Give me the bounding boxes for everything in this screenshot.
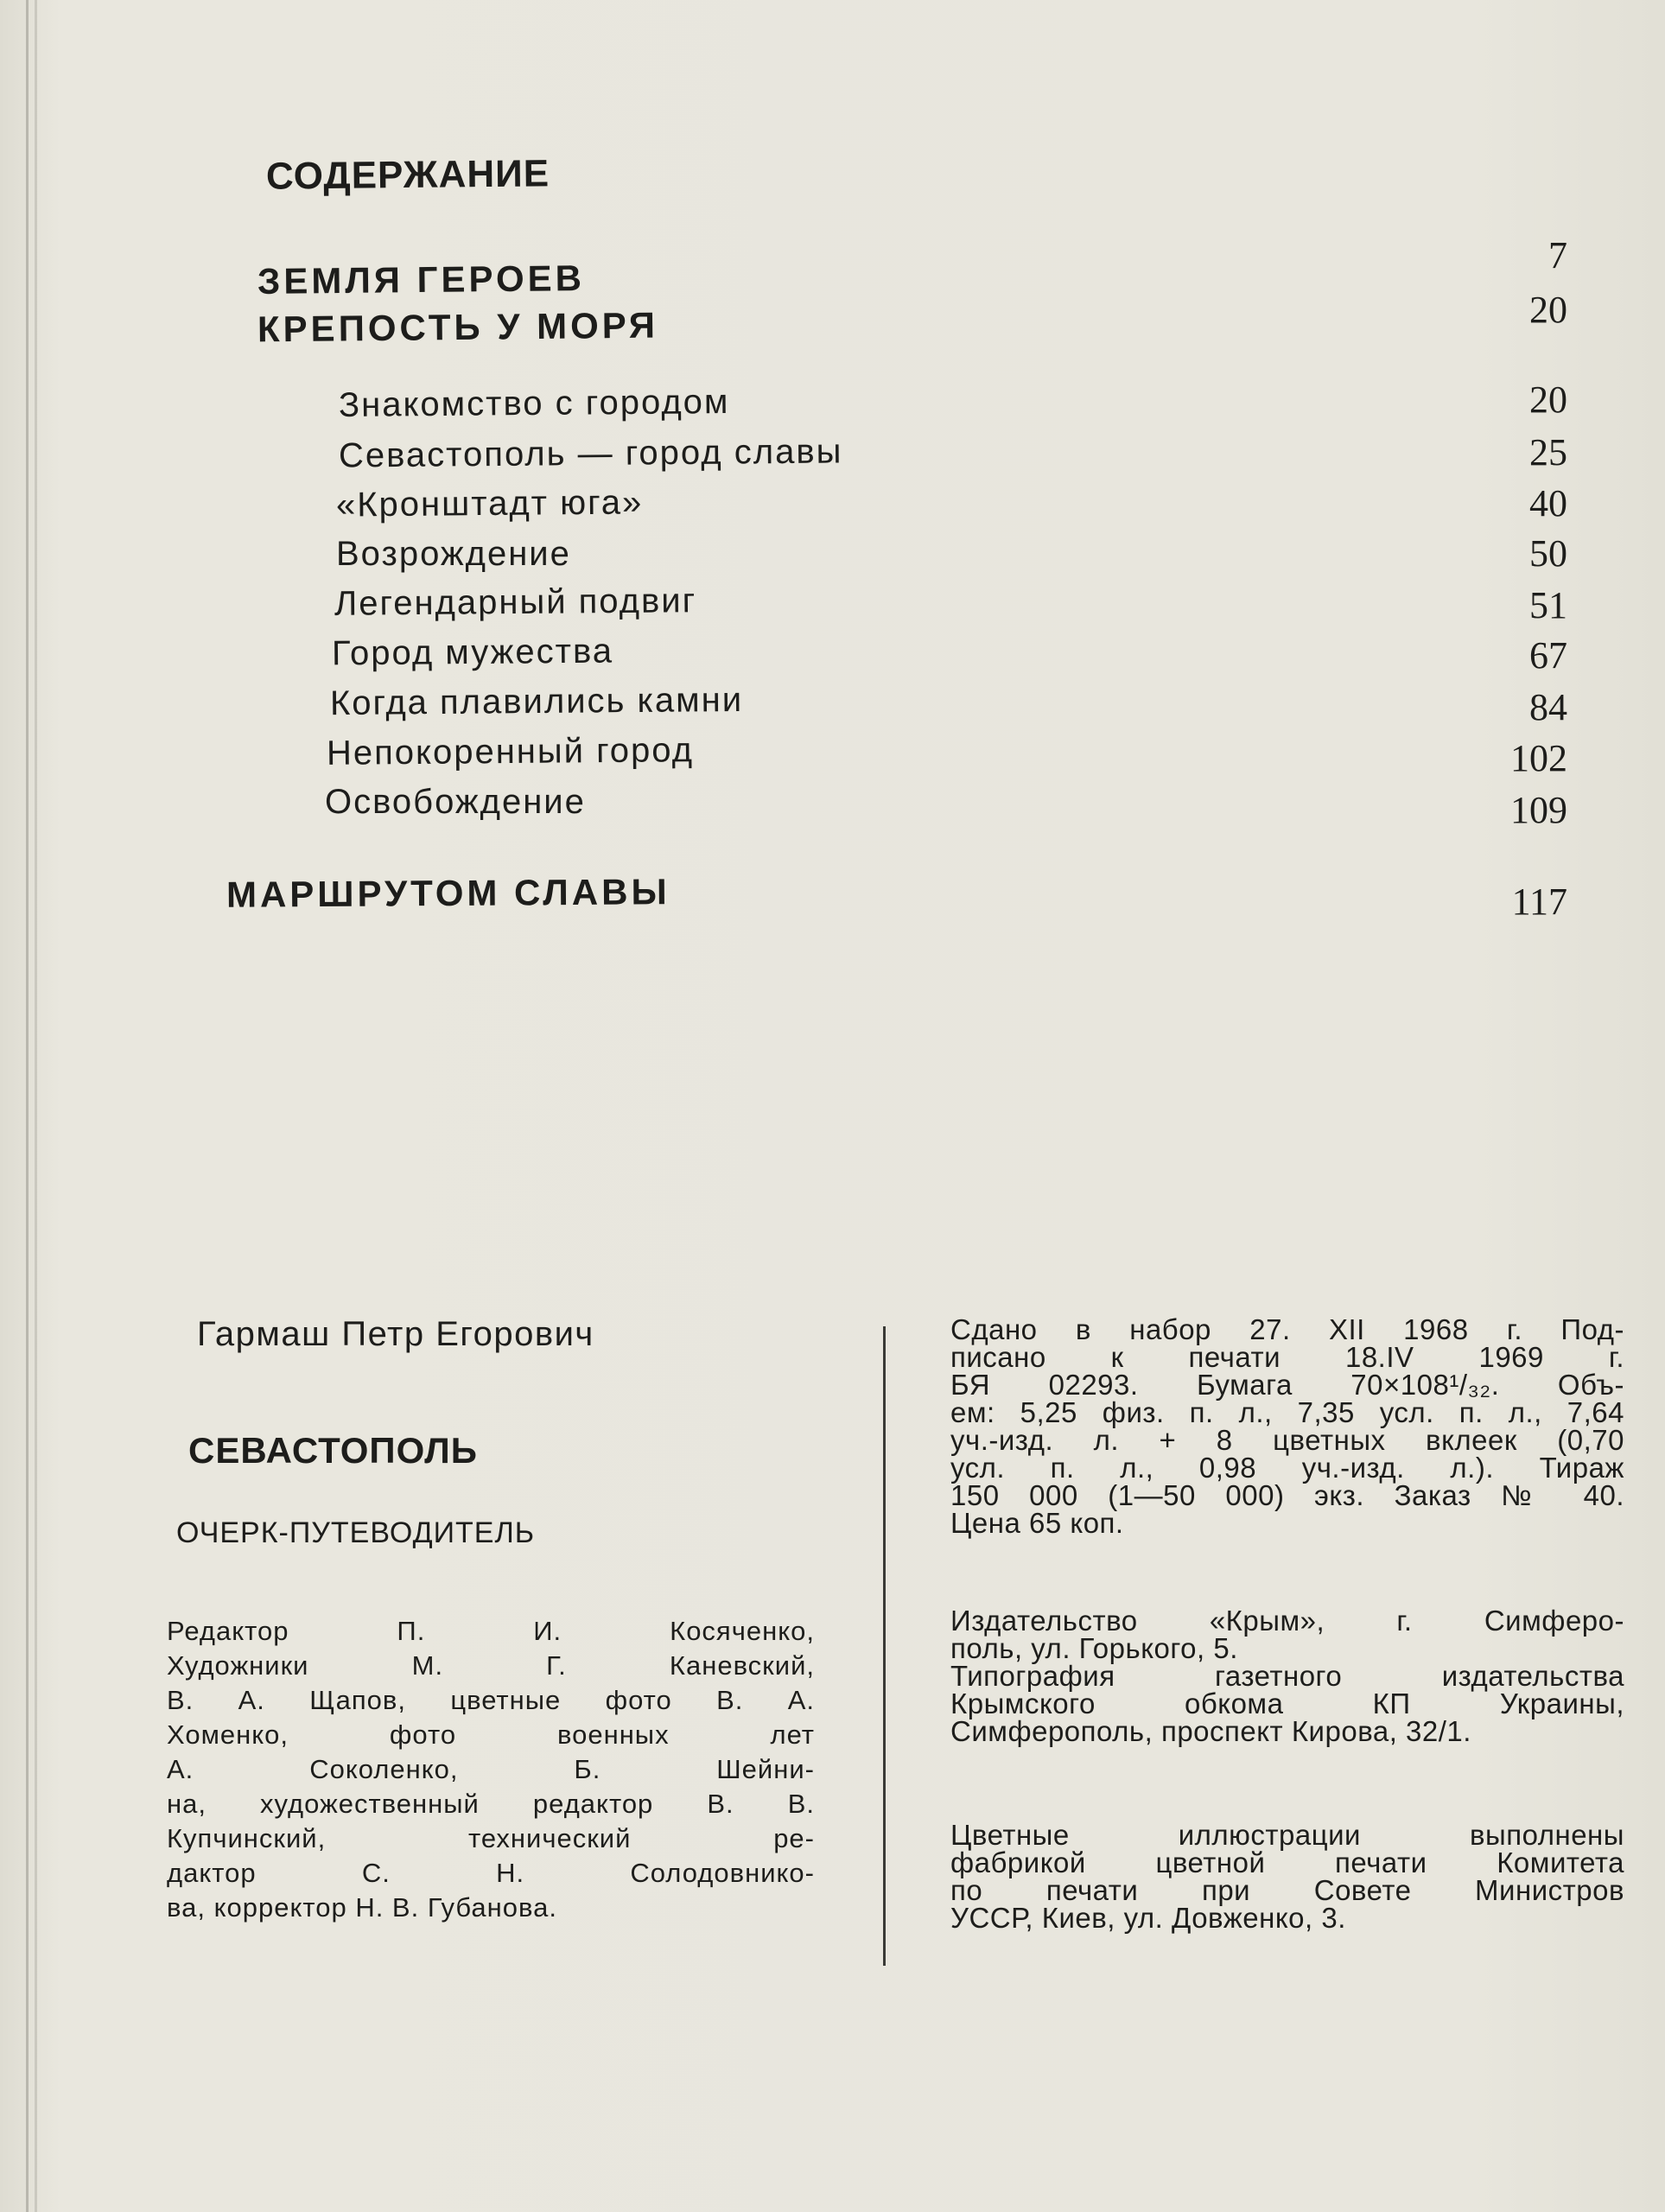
- imprint-line: по печати при Совете Министров: [950, 1874, 1624, 1906]
- toc-entry-page: 51: [1529, 584, 1567, 626]
- imprint-publisher: [950, 1607, 1624, 1745]
- toc-entry-label: «Кронштадт юга»: [335, 483, 644, 524]
- book-author: Гармаш Петр Егорович: [197, 1315, 594, 1353]
- toc-entry-label: Знакомство с городом: [338, 383, 730, 424]
- toc-entry-label: МАРШРУТОМ СЛАВЫ: [226, 871, 670, 915]
- toc-entry-page: 20: [1529, 289, 1567, 331]
- toc-entry-page: 7: [1548, 234, 1567, 276]
- toc-entry-label: Возрождение: [336, 535, 571, 573]
- toc-entry-label: Севастополь — город славы: [338, 432, 843, 475]
- toc-entry-page: 25: [1529, 431, 1567, 474]
- imprint-line: усл. п. л., 0,98 уч.-изд. л.). Тираж: [950, 1452, 1624, 1484]
- imprint-line: писано к печати 18.IV 1969 г.: [950, 1341, 1624, 1373]
- toc-entry-label: КРЕПОСТЬ У МОРЯ: [257, 304, 659, 350]
- toc-entry-page: 109: [1510, 789, 1567, 831]
- imprint-line: фабрикой цветной печати Комитета: [950, 1847, 1624, 1878]
- toc-entry-label: Город мужества: [331, 632, 614, 673]
- imprint-line: Симферополь, проспект Кирова, 32/1.: [950, 1715, 1471, 1747]
- toc-entry-page: 84: [1529, 686, 1567, 728]
- toc-entry-page: 67: [1529, 634, 1567, 677]
- imprint-line: ем: 5,25 физ. п. л., 7,35 усл. п. л., 7,64: [950, 1396, 1624, 1428]
- toc-entry: [0, 783, 1665, 835]
- imprint-line: уч.-изд. л. + 8 цветных вклеек (0,70: [950, 1424, 1624, 1456]
- toc-entry: [0, 532, 1665, 587]
- imprint-line: 150 000 (1—50 000) экз. Заказ № 40.: [950, 1479, 1624, 1511]
- credits-line: Купчинский, технический ре-: [167, 1823, 815, 1853]
- imprint-line: Крымского обкома КП Украины,: [950, 1688, 1624, 1719]
- imprint-illustrations: [950, 1821, 1624, 1932]
- toc-entry-page: 117: [1511, 880, 1567, 923]
- toc-entry: [0, 431, 1665, 486]
- imprint-line: поль, ул. Горького, 5.: [950, 1632, 1238, 1664]
- toc-entry: [0, 583, 1665, 635]
- toc-entry: [0, 289, 1665, 359]
- toc-entry-label: Освобождение: [325, 783, 586, 821]
- credits-line: ва, корректор Н. В. Губанова.: [167, 1892, 558, 1923]
- toc-entry-page: 40: [1529, 482, 1567, 524]
- imprint-line: БЯ 02293. Бумага 70×108¹/₃₂. Объ-: [950, 1369, 1624, 1401]
- credits-line: Художники М. Г. Каневский,: [167, 1650, 815, 1681]
- toc-entry: [0, 680, 1665, 734]
- imprint-line: Цветные иллюстрации выполнены: [950, 1819, 1624, 1851]
- toc-entry-label: Непокоренный город: [326, 731, 695, 772]
- credits-line: Хоменко, фото военных лет: [167, 1719, 815, 1750]
- column-divider: [883, 1326, 886, 1966]
- toc-entry-page: 20: [1529, 378, 1567, 421]
- toc-entry-page: 50: [1529, 532, 1567, 575]
- toc-entry: [0, 733, 1665, 785]
- toc-entry-label: Легендарный подвиг: [334, 582, 697, 623]
- toc-entry: [0, 482, 1665, 537]
- imprint-line: УССР, Киев, ул. Довженко, 3.: [950, 1902, 1346, 1934]
- book-credits: [167, 1614, 815, 1925]
- toc-entry: [0, 873, 1665, 925]
- toc-entry-label: ЗЕМЛЯ ГЕРОЕВ: [257, 257, 586, 302]
- credits-line: на, художественный редактор В. В.: [167, 1789, 815, 1819]
- imprint-printing: [950, 1313, 1624, 1539]
- credits-line: Редактор П. И. Косяченко,: [167, 1616, 815, 1646]
- toc-entry: [0, 378, 1665, 436]
- toc-entry: [0, 633, 1665, 685]
- imprint-line: Цена 65 коп.: [950, 1507, 1124, 1539]
- book-title: СЕВАСТОПОЛЬ: [188, 1430, 478, 1471]
- toc-entry-page: 102: [1510, 737, 1567, 779]
- toc-entry-label: Когда плавились камни: [329, 680, 744, 723]
- toc-entry: [0, 234, 1665, 311]
- toc-title: СОДЕРЖАНИЕ: [265, 152, 550, 198]
- imprint-line: Сдано в набор 27. XII 1968 г. Под-: [950, 1313, 1624, 1345]
- imprint-line: Типография газетного издательства: [950, 1660, 1624, 1692]
- credits-line: В. А. Щапов, цветные фото В. А.: [167, 1685, 815, 1715]
- credits-line: дактор С. Н. Солодовнико-: [167, 1858, 815, 1888]
- imprint-line: Издательство «Крым», г. Симферо-: [950, 1605, 1624, 1637]
- credits-line: А. Соколенко, Б. Шейни-: [167, 1754, 815, 1784]
- book-subtitle: ОЧЕРК-ПУТЕВОДИТЕЛЬ: [176, 1516, 536, 1549]
